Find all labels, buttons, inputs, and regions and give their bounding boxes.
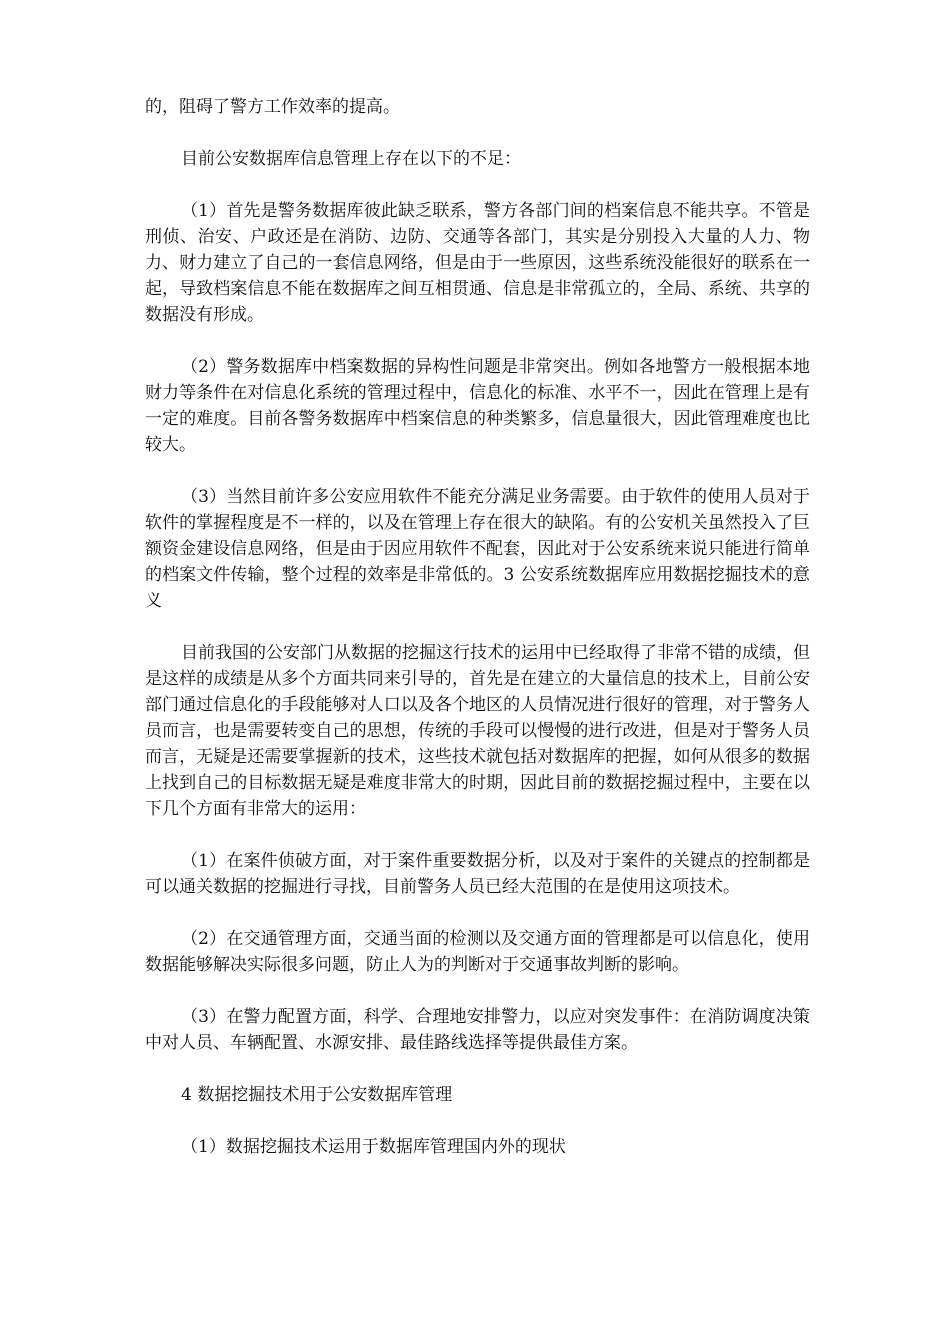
paragraph-continuation: 的，阻碍了警方工作效率的提高。 (145, 97, 400, 117)
paragraph-deficiency-1: （1）首先是警务数据库彼此缺乏联系，警方各部门间的档案信息不能共享。不管是刑侦、治安、户政还是在消防、边防、交通等各部门，其实是分别投入大量的人力、物力、财力建立了自己的一套信息网络，但是由于一些原因，这些系统没能很好的联系在一起，导致档案信息不能在数据库之间互相贯通、信息是非常孤立的，全局、系统、共享的数据没有形成。 (145, 201, 810, 325)
paragraph-deficiency-3: （3）当然目前许多公安应用软件不能充分满足业务需要。由于软件的使用人员对于软件的掌握程度是不一样的，以及在管理上存在很大的缺陷。有的公安机关虽然投入了巨额资金建设信息网络，但是由于因应用软件不配套，因此对于公安系统来说只能进行简单的档案文件传输，整个过程的效率是非常低的。3 公安系统数据库应用数据挖掘技术的意义 (145, 487, 810, 611)
paragraph-deficiency-2: （2）警务数据库中档案数据的异构性问题是非常突出。例如各地警方一般根据本地财力等条件在对信息化系统的管理过程中，信息化的标准、水平不一，因此在管理上是有一定的难度。目前各警务数据库中档案信息的种类繁多，信息量很大，因此管理难度也比较大。 (145, 357, 810, 455)
paragraph-application-3: （3）在警力配置方面，科学、合理地安排警力，以应对突发事件：在消防调度决策中对人员、车辆配置、水源安排、最佳路线选择等提供最佳方案。 (145, 1007, 810, 1053)
paragraph-application-1: （1）在案件侦破方面，对于案件重要数据分析，以及对于案件的关键点的控制都是可以通关数据的挖掘进行寻找，目前警务人员已经大范围的在是使用这项技术。 (145, 851, 810, 897)
subsection-heading-4-1: （1）数据挖掘技术运用于数据库管理国内外的现状 (181, 1137, 566, 1157)
document-body (145, 94, 810, 1186)
paragraph-intro-deficiencies: 目前公安数据库信息管理上存在以下的不足： (181, 149, 521, 169)
paragraph-data-mining-significance: 目前我国的公安部门从数据的挖掘这行技术的运用中已经取得了非常不错的成绩，但是这样的成绩是从多个方面共同来引导的，首先是在建立的大量信息的技术上，目前公安部门通过信息化的手段能够对人口以及各个地区的人员情况进行很好的管理，对于警务人员而言，也是需要转变自己的思想，传统的手段可以慢慢的进行改进，但是对于警务人员而言，无疑是还需要掌握新的技术，这些技术就包括对数据库的把握，如何从很多的数据上找到自己的目标数据无疑是难度非常大的时期，因此目前的数据挖掘过程中，主要在以下几个方面有非常大的运用： (145, 643, 810, 819)
paragraph-application-2: （2）在交通管理方面，交通当面的检测以及交通方面的管理都是可以信息化，使用数据能够解决实际很多问题，防止人为的判断对于交通事故判断的影响。 (145, 929, 810, 975)
section-heading-4: 4 数据挖掘技术用于公安数据库管理 (181, 1085, 453, 1105)
